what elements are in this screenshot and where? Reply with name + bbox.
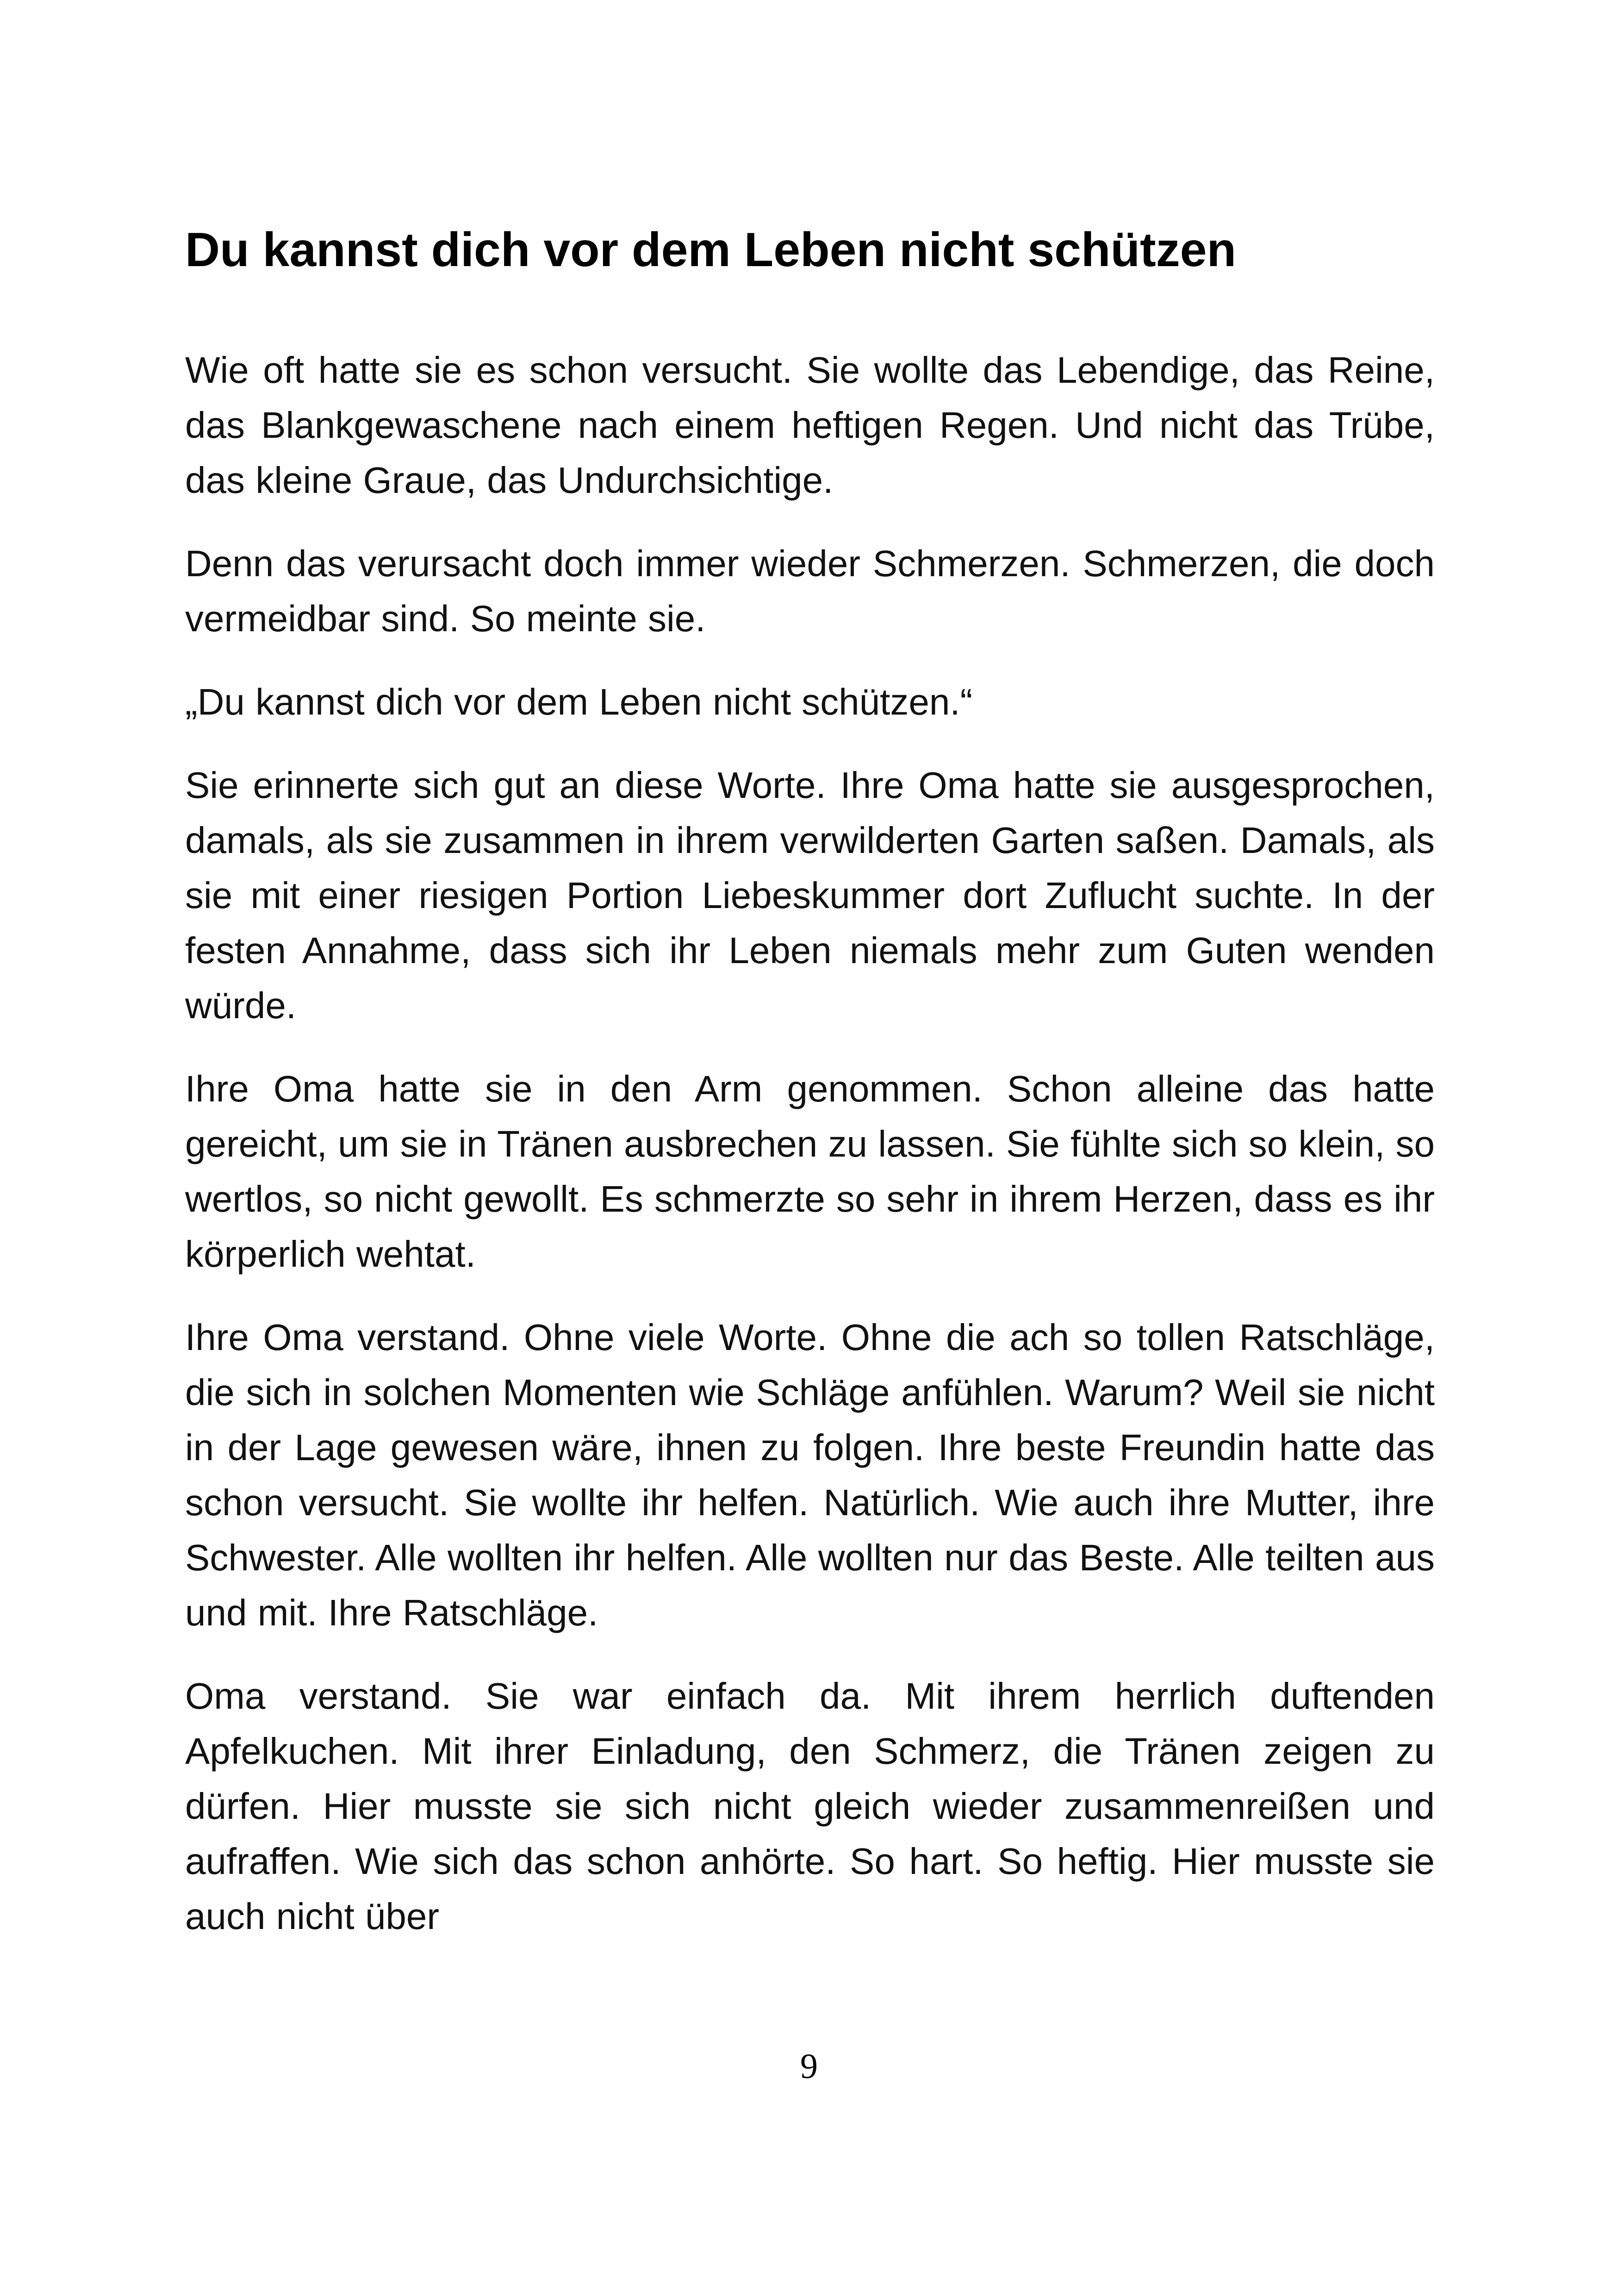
paragraph: Sie erinnerte sich gut an diese Worte. Ihre Oma hatte sie ausgesprochen, damals, als sie zusammen in ihrem verwilderten Garten saßen. Damals, als sie mit einer riesigen Portion Liebeskummer dort Zuflucht suchte. In der festen Annahme, dass sich ihr Leben niemals mehr zum Guten wenden würde. <box>185 765 1435 1026</box>
paragraph: Ihre Oma verstand. Ohne viele Worte. Ohne die ach so tollen Ratschläge, die sich in solchen Momenten wie Schläge anfühlen. Warum? Weil sie nicht in der Lage gewesen wäre, ihnen zu folgen. Ihre beste Freundin hatte das schon versucht. Sie wollte ihr helfen. Natürlich. Wie auch ihre Mutter, ihre Schwester. Alle wollten ihr helfen. Alle wollten nur das Beste. Alle teilten aus und mit. Ihre Ratschläge. <box>185 1317 1435 1633</box>
body-text <box>185 342 1435 1972</box>
page-number: 9 <box>800 2047 818 2086</box>
paragraph: Denn das verursacht doch immer wieder Schmerzen. Schmerzen, die doch vermeidbar sind. So meinte sie. <box>185 543 1435 639</box>
paragraph: „Du kannst dich vor dem Leben nicht schützen.“ <box>185 681 973 722</box>
paragraph: Wie oft hatte sie es schon versucht. Sie wollte das Lebendige, das Reine, das Blankgewaschene nach einem heftigen Regen. Und nicht das Trübe, das kleine Graue, das Undurchsichtige. <box>185 349 1435 501</box>
paragraph: Ihre Oma hatte sie in den Arm genommen. Schon alleine das hatte gereicht, um sie in Tränen ausbrechen zu lassen. Sie fühlte sich so klein, so wertlos, so nicht gewollt. Es schmerzte so sehr in ihrem Herzen, dass es ihr körperlich wehtat. <box>185 1068 1435 1275</box>
chapter-title: Du kannst dich vor dem Leben nicht schützen <box>185 223 1236 277</box>
paragraph: Oma verstand. Sie war einfach da. Mit ihrem herrlich duftenden Apfelkuchen. Mit ihrer Einladung, den Schmerz, die Tränen zeigen zu dürfen. Hier musste sie sich nicht gleich wieder zusammenreißen und aufraffen. Wie sich das schon anhörte. So hart. So heftig. Hier musste sie auch nicht über <box>185 1675 1435 1937</box>
